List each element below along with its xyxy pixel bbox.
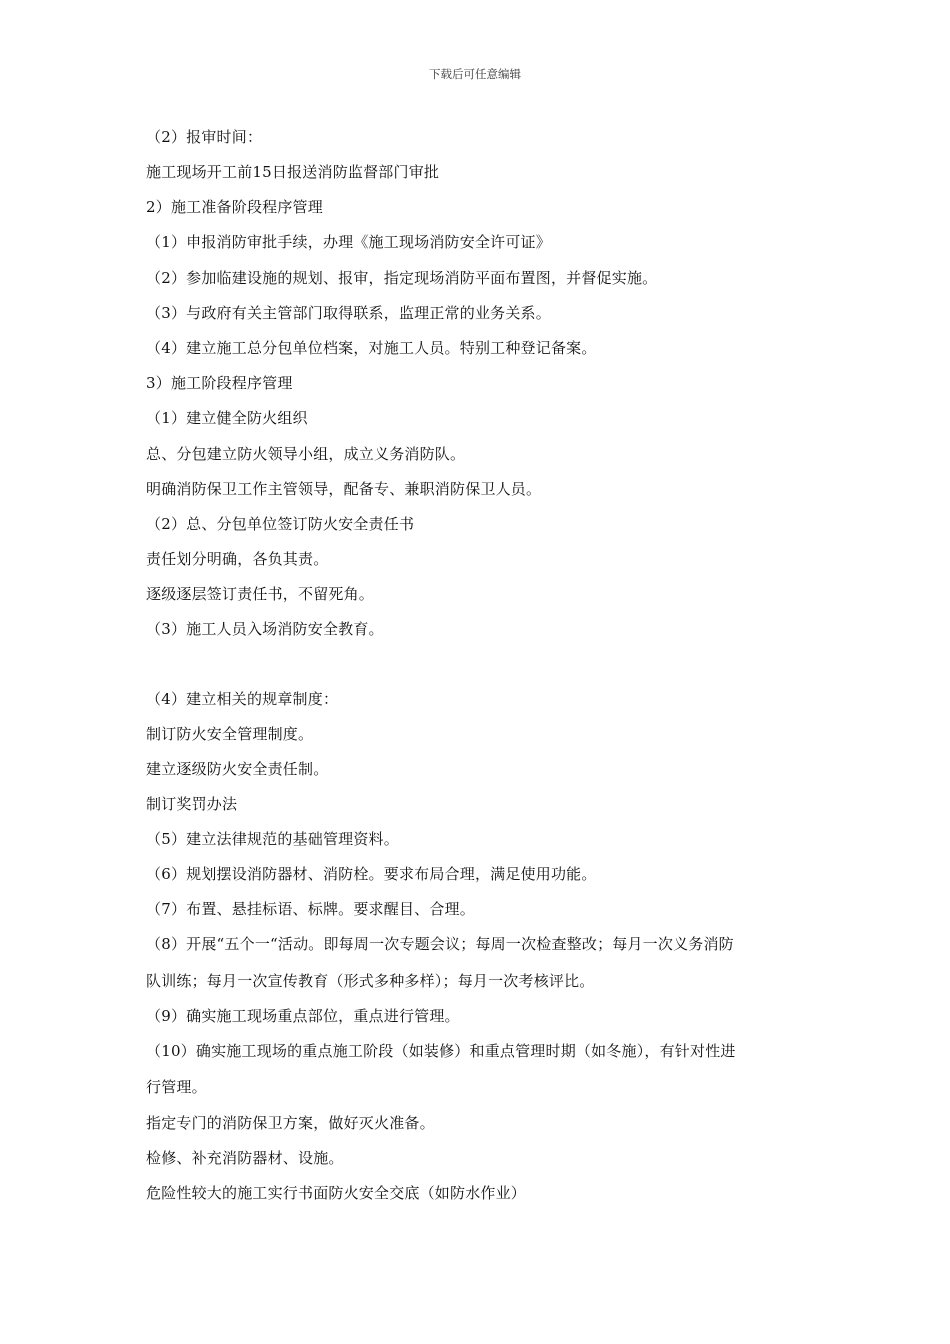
text-line: （4）建立相关的规章制度： [146, 690, 339, 708]
text-line: （4）建立施工总分包单位档案，对施工人员。特别工种登记备案。 [146, 339, 597, 357]
text-line: （1）申报消防审批手续，办理《施工现场消防安全许可证》 [146, 233, 551, 251]
text-line: （5）建立法律规范的基础管理资料。 [146, 830, 399, 848]
text-line: （10）确实施工现场的重点施工阶段（如装修）和重点管理时期（如冬施），有针对性进 [146, 1042, 736, 1060]
text-line: 制订防火安全管理制度。 [146, 725, 314, 743]
text-line: 责任划分明确，各负其责。 [146, 550, 329, 568]
text-line: （3）与政府有关主管部门取得联系，监理正常的业务关系。 [146, 304, 551, 322]
text-line: 检修、补充消防器材、设施。 [146, 1149, 344, 1167]
text-line: 制订奖罚办法 [146, 795, 238, 813]
text-line: 施工现场开工前15日报送消防监督部门审批 [146, 163, 440, 181]
text-line: 明确消防保卫工作主管领导，配备专、兼职消防保卫人员。 [146, 480, 542, 498]
text-line: 建立逐级防火安全责任制。 [146, 760, 329, 778]
text-line: 危险性较大的施工实行书面防火安全交底（如防水作业） [146, 1184, 527, 1202]
text-line: 队训练；每月一次宣传教育（形式多种多样）；每月一次考核评比。 [146, 972, 595, 990]
text-line: 行管理。 [146, 1078, 207, 1096]
text-line: 3）施工阶段程序管理 [146, 374, 293, 392]
text-line: 2）施工准备阶段程序管理 [146, 198, 323, 216]
text-line: 逐级逐层签订责任书，不留死角。 [146, 585, 375, 603]
page-header: 下载后可任意编辑 [429, 67, 521, 81]
text-line: （6）规划摆设消防器材、消防栓。要求布局合理，满足使用功能。 [146, 865, 597, 883]
text-line: （9）确实施工现场重点部位，重点进行管理。 [146, 1007, 460, 1025]
text-line: 总、分包建立防火领导小组，成立义务消防队。 [146, 445, 466, 463]
text-line: 指定专门的消防保卫方案，做好灭火准备。 [146, 1114, 435, 1132]
text-line: （3）施工人员入场消防安全教育。 [146, 620, 384, 638]
text-line: （2）总、分包单位签订防火安全责任书 [146, 515, 415, 533]
text-line: （1）建立健全防火组织 [146, 409, 308, 427]
text-line: （2）参加临建设施的规划、报审，指定现场消防平面布置图，并督促实施。 [146, 269, 658, 287]
text-line: （2）报审时间： [146, 128, 263, 146]
text-line: （7）布置、悬挂标语、标牌。要求醒目、合理。 [146, 900, 475, 918]
text-line: （8）开展“五个一“活动。即每周一次专题会议；每周一次检查整改；每月一次义务消防 [146, 935, 734, 953]
